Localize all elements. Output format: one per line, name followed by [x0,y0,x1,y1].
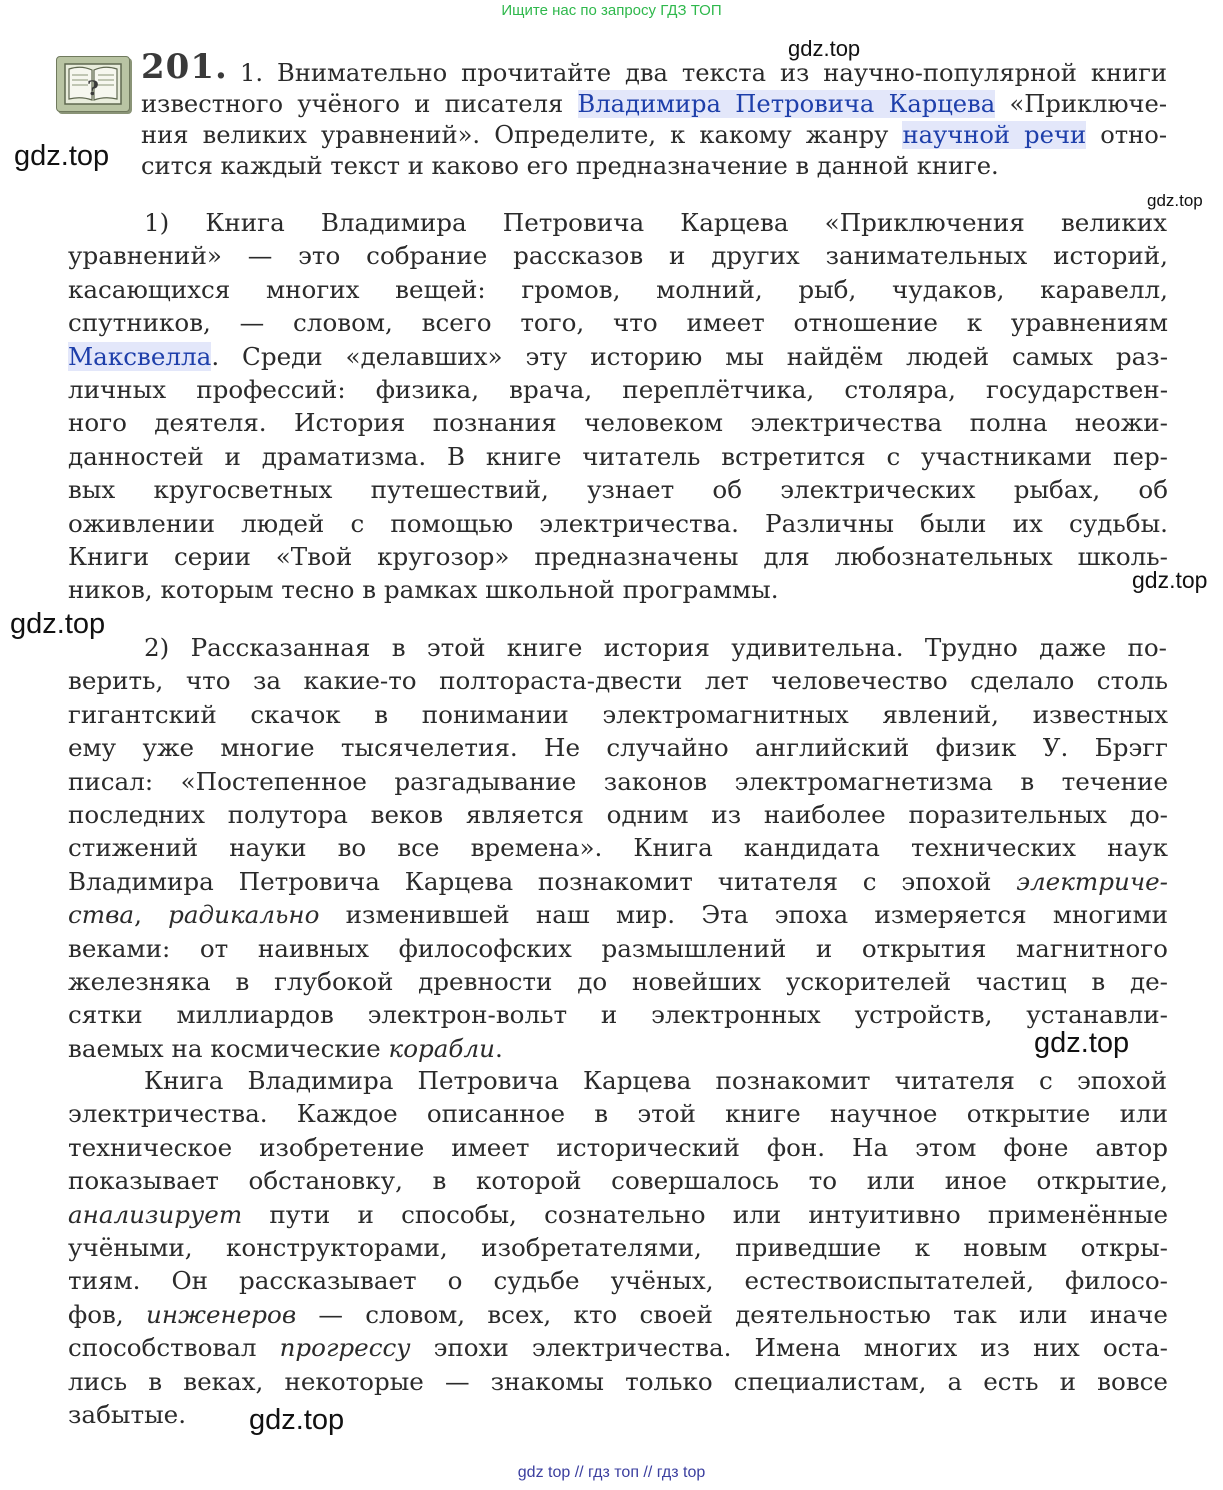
watermark: gdz.top [1034,1027,1130,1059]
text2-line [144,631,1167,664]
line-text: последних полутора веков является одним из наиболее поразительных до- [68,800,1168,829]
line-text: забытые. [68,1400,187,1429]
line-text: уравнений» — это собрание рассказов и других занимательных историй, [68,241,1168,271]
italic-term: электриче- [1016,866,1168,896]
line-text: показывает обстановку, в которой совершалось то или иное открытие, [68,1166,1168,1196]
question-book-icon [56,56,130,112]
line-text: сятки миллиардов электрон-вольт и электронных устройств, устанавли- [68,1000,1168,1030]
text1-line [68,406,1168,439]
text2-line [68,831,1168,864]
line-text: способствовал [68,1333,280,1363]
line-text: лись в веках, некоторые — знакомы только специалистам, а есть и вовсе [68,1366,1168,1396]
line-text: «Приключе- [995,90,1168,118]
line-text: электричества. Каждое описанное в этой книге научное открытие или [68,1099,1168,1129]
footer-watermark: gdz top // гдз топ // гдз top [517,1464,706,1481]
italic-term: радикально [168,900,320,930]
text2-line [68,798,1168,831]
line-text: отно- [1086,121,1167,149]
italic-term: инженеров [145,1299,297,1329]
watermark: gdz.top [249,1404,345,1436]
text3-line [68,1264,1168,1297]
line-text: . Среди «делавших» эту историю мы найдём людей самых раз- [211,341,1168,371]
highlighted-term: научной речи [902,121,1087,149]
task-number: 201. [141,47,228,87]
italic-term: корабли [388,1033,495,1063]
text1-line [68,340,1168,373]
watermark: gdz.top [10,608,106,640]
line-text: данностей и драматизма. В книге читатель встретится с участниками пер- [68,441,1168,471]
line-text: 1. Внимательно прочитайте два текста из научно-популярной книги [240,59,1167,87]
text1-line [68,373,1168,406]
task-line [141,89,1167,120]
line-text: железняка в глубокой древности до новейших ускорителей частиц в де- [68,967,1168,996]
line-text: изменившей наш мир. Эта эпоха измеряется многими [319,900,1168,930]
line-text: Книги серии «Твой кругозор» предназначены для любознательных школь- [68,542,1168,571]
text1-line [68,273,1168,306]
watermark: gdz.top [788,36,861,61]
text1-line [68,507,1168,540]
watermark: gdz.top [14,140,110,172]
text1-line [68,473,1168,506]
text1-line [68,440,1168,473]
text1-line [68,573,1168,606]
text2-line [68,664,1168,697]
text2-line [68,865,1168,898]
text3-line [68,1298,1168,1331]
text2-line [68,698,1168,731]
text2-line [68,932,1168,965]
text3-line [68,1198,1168,1231]
line-text: тиям. Он рассказывает о судьбе учёных, естествоиспытателей, филосо- [68,1266,1168,1296]
text1-line [68,239,1168,272]
watermark: gdz.top [1132,567,1208,593]
text1-line [144,206,1167,239]
line-text: фов, [68,1299,146,1329]
line-text: ваемых на космические [68,1033,389,1063]
line-text: спутников, — словом, всего того, что имеет отношение к уравнениям [68,308,1168,338]
line-text: верить, что за какие-то полтораста-двести лет человечество сделало столь [68,666,1168,696]
text3-line [68,1097,1168,1130]
text3-line [68,1331,1168,1364]
line-text: Владимира Петровича Карцева познакомит читателя с эпохой [68,866,1017,896]
line-text: 2) Рассказанная в этой книге история удивительна. Трудно даже по- [144,633,1167,662]
line-text: веками: от наивных философских размышлений и открытия магнитного [68,933,1168,963]
line-text: оживлении людей с помощью электричества. Различны были их судьбы. [68,508,1168,538]
line-text: сится каждый текст и каково его предназначение в данной книге. [141,152,999,180]
text3-line [68,1131,1168,1164]
line-text: , [134,900,169,930]
line-text: Книга Владимира Петровича Карцева познакомит читателя с эпохой [144,1066,1167,1095]
line-text: известного учёного и писателя [141,90,578,118]
line-text: писал: «Постепенное разгадывание законов электромагнетизма в течение [68,766,1168,796]
line-text: ников, которым тесно в рамках школьной программы. [68,575,779,605]
text1-line [68,540,1168,573]
text2-line [68,765,1168,798]
line-text: пути и способы, сознательно или интуитивно применённые [242,1199,1168,1229]
task-line [141,151,1167,182]
text3-line [68,1365,1168,1398]
text2-line [68,898,1168,931]
line-text: . [494,1033,503,1063]
text3-line [144,1064,1167,1097]
line-text: учёными, конструкторами, изобретателями, приведшие к новым откры- [68,1233,1168,1262]
line-text: касающихся многих вещей: громов, молний, рыб, чудаков, каравелл, [68,274,1168,304]
text3-line [68,1231,1168,1264]
text1-line [68,306,1168,339]
line-text: 1) Книга Владимира Петровича Карцева «Приключения великих [144,208,1167,237]
text2-line [68,1032,1168,1065]
line-text: личных профессий: физика, врача, переплётчика, столяра, государствен- [68,375,1168,404]
line-text: ния великих уравнений». Определите, к какому жанру [141,121,903,149]
text2-line [68,965,1168,998]
task-line [141,120,1167,151]
italic-term: ства [68,900,135,930]
line-text: — словом, всех, кто своей деятельностью так или иначе [296,1299,1168,1329]
watermark: gdz.top [1147,191,1203,210]
line-text: техническое изобретение имеет исторический фон. На этом фоне автор [68,1132,1168,1162]
line-text: эпохи электричества. Имена многих из них оста- [410,1333,1168,1363]
italic-term: прогрессу [279,1333,411,1363]
highlighted-term: Владимира Петровича Карцева [577,90,996,118]
italic-term: анализирует [68,1199,243,1229]
text3-line [68,1164,1168,1197]
highlighted-term: Максвелла [68,341,212,371]
text3-line [68,1398,1168,1431]
text2-line [68,998,1168,1031]
svg-text:?: ? [87,76,99,100]
line-text: гигантский скачок в понимании электромагнитных явлений, известных [68,699,1168,729]
task-line [240,58,1167,89]
line-text: стижений науки во все времена». Книга кандидата технических наук [68,833,1168,863]
line-text: вых кругосветных путешествий, узнает об электрических рыбах, об [68,475,1168,505]
text2-line [68,731,1168,764]
line-text: ему уже многие тысячелетия. Не случайно английский физик У. Брэгг [68,733,1168,763]
line-text: ного деятеля. История познания человеком электричества полна неожи- [68,408,1168,438]
top-banner: Ищите нас по запросу ГДЗ ТОП [501,2,722,19]
